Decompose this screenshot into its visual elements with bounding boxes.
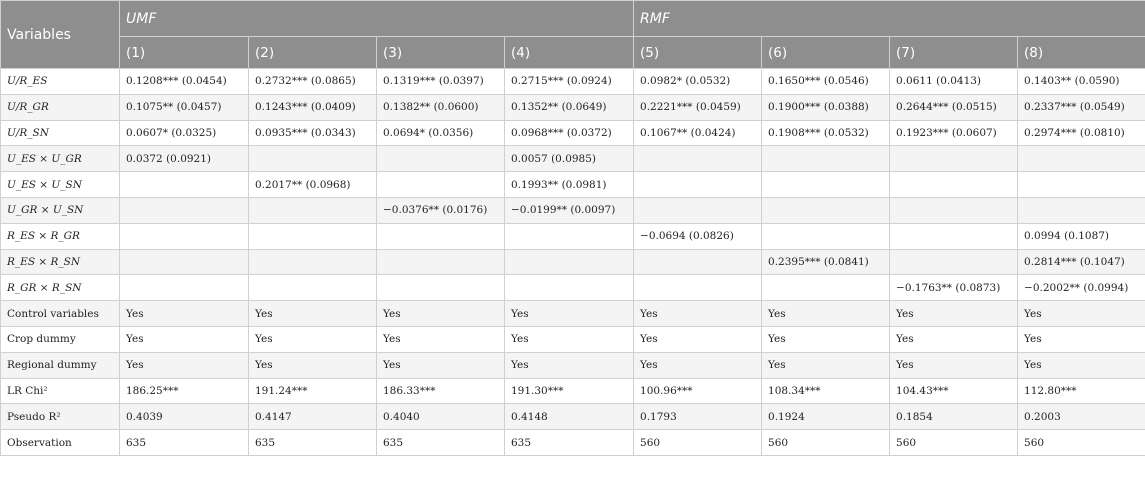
table-cell: Yes (890, 352, 1018, 378)
table-cell (1018, 197, 1145, 223)
table-cell: 560 (890, 430, 1018, 456)
table-cell (120, 249, 249, 275)
table-cell: Yes (1018, 352, 1145, 378)
table-cell: 0.1650*** (0.0546) (762, 69, 890, 95)
table-row (1, 404, 1145, 430)
table-cell: 560 (762, 430, 890, 456)
table-row (1, 430, 1145, 456)
table-cell (120, 172, 249, 198)
table-cell: Yes (505, 352, 634, 378)
table-cell: 0.1993** (0.0981) (505, 172, 634, 198)
table-cell: Yes (634, 326, 762, 352)
table-cell (634, 275, 762, 301)
row-label: R_GR × R_SN (1, 275, 120, 301)
table-cell: Yes (1018, 326, 1145, 352)
row-label: R_ES × R_GR (1, 223, 120, 249)
table-cell: 191.30*** (505, 378, 634, 404)
group-header-row (1, 1, 1145, 37)
table-cell: −0.0694 (0.0826) (634, 223, 762, 249)
row-label: LR Chi² (1, 378, 120, 404)
table-row (1, 378, 1145, 404)
row-label: Regional dummy (1, 352, 120, 378)
table-cell (505, 223, 634, 249)
table-cell: 186.33*** (377, 378, 505, 404)
table-cell: −0.0199** (0.0097) (505, 197, 634, 223)
row-label: Observation (1, 430, 120, 456)
table-cell: Yes (1018, 301, 1145, 327)
table-cell: 0.0057 (0.0985) (505, 146, 634, 172)
table-cell: 0.2732*** (0.0865) (249, 69, 377, 95)
table-cell (377, 249, 505, 275)
table-cell (890, 249, 1018, 275)
column-header: (2) (249, 37, 377, 69)
table-cell: 0.2395*** (0.0841) (762, 249, 890, 275)
table-cell: 0.1854 (890, 404, 1018, 430)
table-cell: 0.2221*** (0.0459) (634, 94, 762, 120)
table-cell: 0.1923*** (0.0607) (890, 120, 1018, 146)
table-row (1, 352, 1145, 378)
row-label: Crop dummy (1, 326, 120, 352)
table-cell: Yes (890, 301, 1018, 327)
row-label: U/R_SN (1, 120, 120, 146)
table-cell: Yes (377, 352, 505, 378)
column-header: (8) (1018, 37, 1145, 69)
column-header: (6) (762, 37, 890, 69)
table-cell: 191.24*** (249, 378, 377, 404)
table-cell: Yes (120, 326, 249, 352)
table-cell: 0.4039 (120, 404, 249, 430)
table-cell (634, 172, 762, 198)
table-cell: 0.4040 (377, 404, 505, 430)
table-cell (890, 223, 1018, 249)
table-cell (890, 172, 1018, 198)
table-cell: −0.0376** (0.0176) (377, 197, 505, 223)
table-cell: Yes (634, 352, 762, 378)
table-cell: −0.1763** (0.0873) (890, 275, 1018, 301)
table-cell: 0.1403** (0.0590) (1018, 69, 1145, 95)
table-row (1, 249, 1145, 275)
table-cell (1018, 172, 1145, 198)
table-cell: 0.2017** (0.0968) (249, 172, 377, 198)
table-cell: 0.1352** (0.0649) (505, 94, 634, 120)
table-cell (249, 223, 377, 249)
table-cell: Yes (249, 326, 377, 352)
table-cell (762, 223, 890, 249)
table-cell: Yes (505, 326, 634, 352)
table-cell (890, 146, 1018, 172)
row-label: U_ES × U_GR (1, 146, 120, 172)
table-cell: 0.2337*** (0.0549) (1018, 94, 1145, 120)
table-cell: 100.96*** (634, 378, 762, 404)
table-cell: 0.1075** (0.0457) (120, 94, 249, 120)
column-header: (4) (505, 37, 634, 69)
table-cell (634, 146, 762, 172)
table-cell: 0.1382** (0.0600) (377, 94, 505, 120)
table-cell (762, 197, 890, 223)
table-cell (120, 197, 249, 223)
table-header (1, 1, 1145, 69)
table-cell: 0.0694* (0.0356) (377, 120, 505, 146)
table-cell: 0.2644*** (0.0515) (890, 94, 1018, 120)
table-cell: 0.4147 (249, 404, 377, 430)
table-cell (505, 275, 634, 301)
group-umf-header: UMF (120, 1, 634, 37)
table-row (1, 69, 1145, 95)
table-cell: 0.4148 (505, 404, 634, 430)
table-cell: Yes (890, 326, 1018, 352)
column-header: (3) (377, 37, 505, 69)
table-cell: 0.1908*** (0.0532) (762, 120, 890, 146)
table-cell: 0.2003 (1018, 404, 1145, 430)
table-cell: 0.1924 (762, 404, 890, 430)
group-rmf-header: RMF (634, 1, 1145, 37)
table-row (1, 275, 1145, 301)
table-cell (377, 172, 505, 198)
table-cell: 0.1900*** (0.0388) (762, 94, 890, 120)
table-cell (377, 223, 505, 249)
table-cell: 635 (249, 430, 377, 456)
table-cell (120, 275, 249, 301)
table-cell: Yes (762, 301, 890, 327)
table-cell: 104.43*** (890, 378, 1018, 404)
table-cell: 0.2814*** (0.1047) (1018, 249, 1145, 275)
table-cell (634, 197, 762, 223)
table-row (1, 146, 1145, 172)
table-cell (249, 275, 377, 301)
column-header: (7) (890, 37, 1018, 69)
table-cell: Yes (249, 301, 377, 327)
row-label: U/R_ES (1, 69, 120, 95)
table-row (1, 301, 1145, 327)
table-cell: 635 (120, 430, 249, 456)
table-cell: 0.0968*** (0.0372) (505, 120, 634, 146)
table-cell: Yes (762, 326, 890, 352)
table-row (1, 326, 1145, 352)
table-cell: Yes (120, 352, 249, 378)
column-header: (1) (120, 37, 249, 69)
table-cell: 0.1319*** (0.0397) (377, 69, 505, 95)
row-label: U_GR × U_SN (1, 197, 120, 223)
row-label: U_ES × U_SN (1, 172, 120, 198)
table-cell (890, 197, 1018, 223)
table-cell: Yes (377, 326, 505, 352)
table-cell: −0.2002** (0.0994) (1018, 275, 1145, 301)
table-cell (249, 146, 377, 172)
row-label: R_ES × R_SN (1, 249, 120, 275)
table-cell (505, 249, 634, 275)
table-cell: 0.0982* (0.0532) (634, 69, 762, 95)
table-cell (377, 275, 505, 301)
table-cell (1018, 146, 1145, 172)
table-cell: 0.2715*** (0.0924) (505, 69, 634, 95)
variables-header: Variables (1, 1, 120, 69)
table-cell: 0.1067** (0.0424) (634, 120, 762, 146)
table-cell: Yes (505, 301, 634, 327)
table-cell: 635 (377, 430, 505, 456)
column-header: (5) (634, 37, 762, 69)
table-row (1, 172, 1145, 198)
table-row (1, 223, 1145, 249)
table-cell: 0.0994 (0.1087) (1018, 223, 1145, 249)
table-cell: Yes (377, 301, 505, 327)
table-cell: Yes (249, 352, 377, 378)
table-cell: 560 (634, 430, 762, 456)
table-cell: 0.0935*** (0.0343) (249, 120, 377, 146)
table-cell: 0.0607* (0.0325) (120, 120, 249, 146)
table-cell: 112.80*** (1018, 378, 1145, 404)
table-cell: 108.34*** (762, 378, 890, 404)
table-cell (762, 172, 890, 198)
table-cell (762, 146, 890, 172)
row-label: U/R_GR (1, 94, 120, 120)
table-cell: 560 (1018, 430, 1145, 456)
table-cell: 0.0611 (0.0413) (890, 69, 1018, 95)
table-cell (249, 249, 377, 275)
table-body (1, 69, 1145, 456)
table-cell: Yes (762, 352, 890, 378)
table-cell: 0.1793 (634, 404, 762, 430)
table-row (1, 120, 1145, 146)
row-label: Control variables (1, 301, 120, 327)
table-cell: 0.1208*** (0.0454) (120, 69, 249, 95)
table-cell: 0.1243*** (0.0409) (249, 94, 377, 120)
table-cell (120, 223, 249, 249)
table-cell (634, 249, 762, 275)
table-cell (249, 197, 377, 223)
table-cell (377, 146, 505, 172)
table-row (1, 197, 1145, 223)
table-row (1, 94, 1145, 120)
table-cell (762, 275, 890, 301)
table-cell: 0.2974*** (0.0810) (1018, 120, 1145, 146)
row-label: Pseudo R² (1, 404, 120, 430)
table-cell: 635 (505, 430, 634, 456)
table-cell: Yes (120, 301, 249, 327)
column-header-row (1, 37, 1145, 69)
table-cell: 0.0372 (0.0921) (120, 146, 249, 172)
table-cell: 186.25*** (120, 378, 249, 404)
table-cell: Yes (634, 301, 762, 327)
